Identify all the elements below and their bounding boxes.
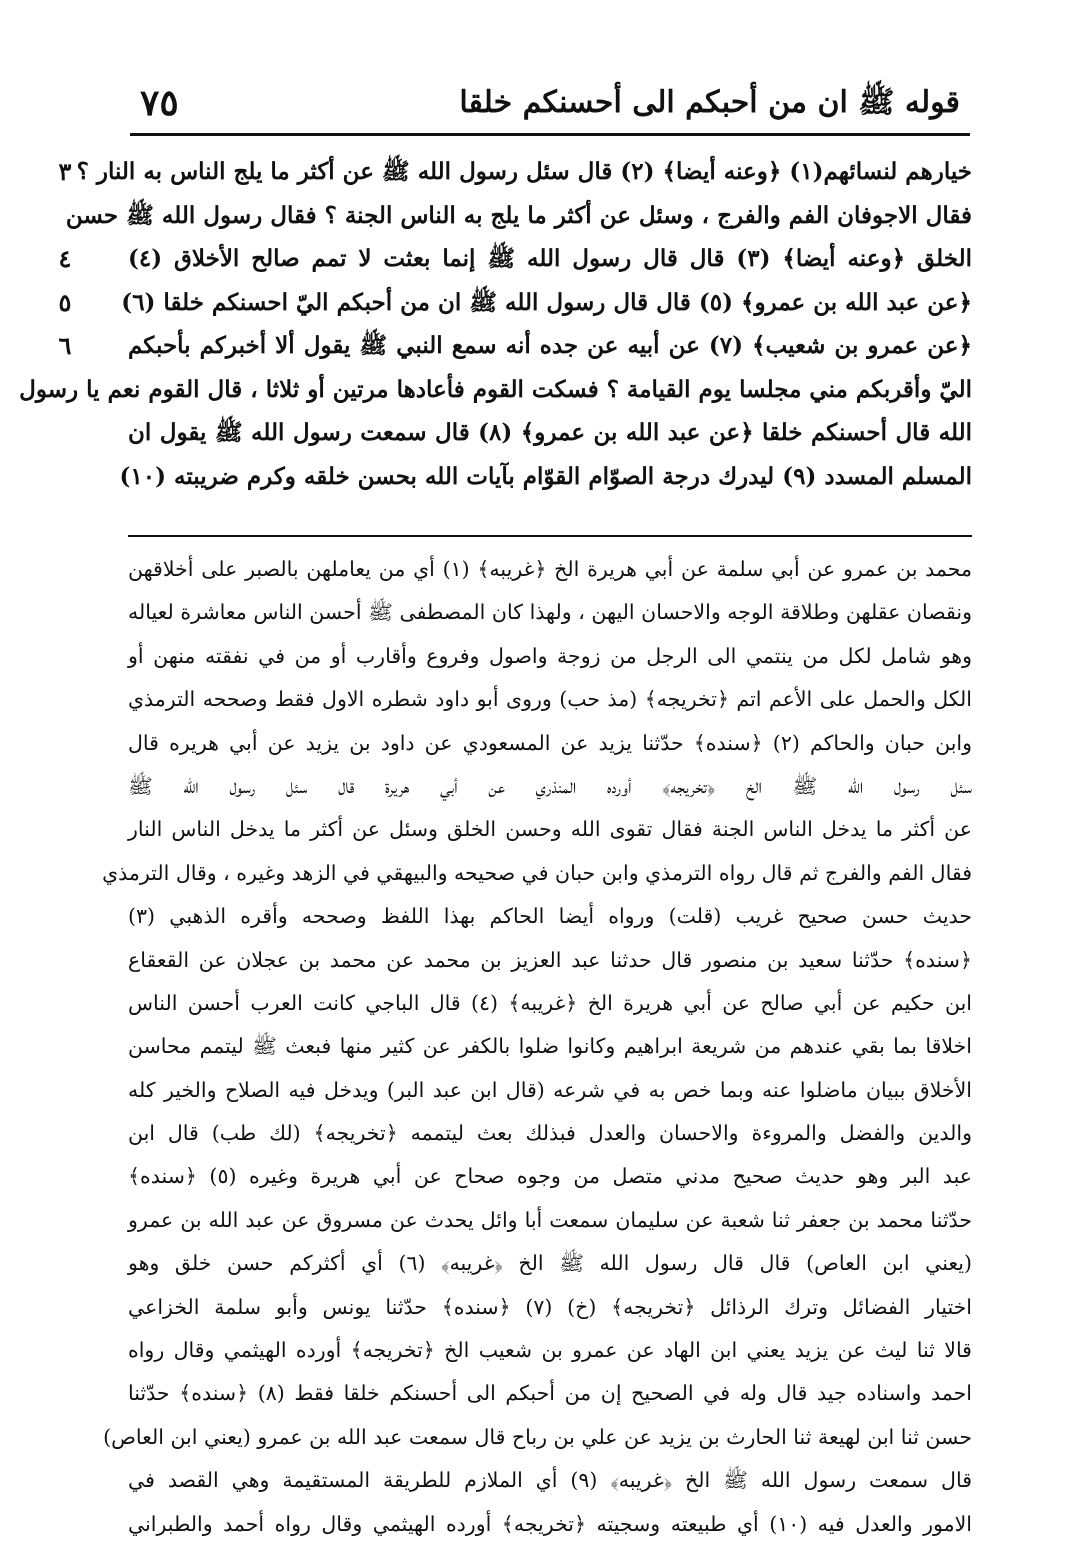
main-text-line: ﴿عن عبد الله بن عمرو﴾ (٥) قال قال رسول الله ﷺ ان من أحبكم اليّ احسنكم خلقا (٦) bbox=[121, 288, 972, 316]
hadith-number: ٦ bbox=[58, 331, 72, 360]
footnote-line: قال سمعت رسول الله ﷺ الخ ﴿غريبه﴾ (٩) أي الملازم للطريقة المستقيمة وهي القصد في bbox=[128, 1468, 972, 1493]
footnote-line: محمد بن عمرو عن أبي سلمة عن أبي هريرة الخ ﴿غريبه﴾ (١) أي من يعاملهن بالصبر على أخلاقهن bbox=[128, 557, 972, 581]
footnote-line: ابن حكيم عن أبي صالح عن أبي هريرة الخ ﴿غريبه﴾ (٤) قال الباجي كانت العرب أحسن الناس bbox=[128, 990, 972, 1015]
main-text-line: اليّ وأقربكم مني مجلسا يوم القيامة ؟ فسكت القوم فأعادها مرتين أو ثلاثا ، قال القوم نعم يا رسول bbox=[19, 375, 972, 403]
main-text-line: الخلق ﴿وعنه أيضا﴾ (٣) قال قال رسول الله ﷺ إنما بعثت لا تمم صالح الأخلاق (٤) bbox=[128, 245, 972, 272]
main-text-line: ﴿عن عمرو بن شعيب﴾ (٧) عن أبيه عن جده أنه سمع النبي ﷺ يقول ألا أخبركم بأحبكم bbox=[128, 332, 973, 359]
footnote-line: الكل والحمل على الأعم اتم ﴿تخريجه﴾ (مذ حب) وروى أبو داود شطره الاول فقط وصححه الترمذي bbox=[128, 687, 972, 712]
footnote-line: سئل رسول الله ﷺ الخ ﴿تخريجه﴾ أورده المنذري عن أبي هريرة قال سئل رسول الله ﷺ bbox=[128, 773, 972, 798]
main-text-line: فقال الاجوفان الفم والفرج ، وسئل عن أكثر ما يلج به الناس الجنة ؟ فقال رسول الله ﷺ حسن bbox=[65, 201, 972, 229]
footnote-line: الأخلاق ببيان ماضلوا عنه وبما خص به في شرعه (قال ابن عبد البر) ويدخل فيه الصلاح والخير كله bbox=[128, 1077, 972, 1102]
footnote-line: فقال الفم والفرج ثم قال رواه الترمذي وابن حبان في صحيحه والبيهقي في الزهد وغيره ، وقال الترمذي bbox=[102, 860, 972, 885]
footnote-line: حدّثنا محمد بن جعفر ثنا شعبة عن سليمان سمعت أبا وائل يحدث عن مسروق عن عبد الله بن عمرو bbox=[128, 1207, 972, 1232]
footnote-line: قالا ثنا ليث عن يزيد يعني ابن الهاد عن عمرو بن شعيب الخ ﴿تخريجه﴾ أورده الهيثمي وقال رواه bbox=[128, 1338, 972, 1363]
main-text-line: المسلم المسدد (٩) ليدرك درجة الصوّام القوّام بآيات الله بحسن خلقه وكرم ضريبته (١٠) bbox=[119, 462, 972, 490]
footnote-line: عبد البر وهو حديث صحيح مدني متصل من وجوه صحاح عن أبي هريرة وغيره (٥) ﴿سنده﴾ bbox=[128, 1164, 972, 1189]
hadith-number: ٥ bbox=[58, 287, 72, 317]
footnote-line: (يعني ابن العاص) قال قال رسول الله ﷺ الخ ﴿غريبه﴾ (٦) أي أكثركم حسن خلق وهو bbox=[128, 1251, 972, 1276]
footnote-line: عن أكثر ما يدخل الناس الجنة فقال تقوى الله وحسن الخلق وسئل عن أكثر ما يدخل الناس النار bbox=[128, 817, 972, 842]
page-number: ٧٥ bbox=[140, 82, 179, 124]
footnote-line: ونقصان عقلهن وطلاقة الوجه والاحسان اليهن ، ولهذا كان المصطفى ﷺ أحسن الناس معاشرة لعياله bbox=[128, 600, 972, 625]
footnote-line: ﴿سنده﴾ حدّثنا سعيد بن منصور قال حدثنا عبد العزيز بن محمد عن محمد بن عجلان عن القعقاع bbox=[128, 947, 972, 972]
main-text-line: الله قال أحسنكم خلقا ﴿عن عبد الله بن عمرو﴾ (٨) قال سمعت رسول الله ﷺ يقول ان bbox=[128, 419, 972, 446]
hadith-number: ٣ bbox=[58, 157, 72, 186]
footnote-line: والدين والفضل والمروءة والاحسان والعدل فبذلك بعث ليتممه ﴿تخريجه﴾ (لك طب) قال ابن bbox=[128, 1121, 972, 1146]
header-rule bbox=[130, 133, 970, 136]
footnote-line: احمد واسناده جيد قال وله في الصحيح إن من أحبكم الى أحسنكم خلقا فقط (٨) ﴿سنده﴾ حدّثنا bbox=[128, 1381, 972, 1406]
main-text-line: خيارهم لنسائهم(١) ﴿وعنه أيضا﴾ (٢) قال سئل رسول الله ﷺ عن أكثر ما يلج الناس به النار ؟ bbox=[76, 158, 972, 185]
footnote-line: الامور والعدل فيه (١٠) أي طبيعته وسجيته ﴿تخريجه﴾ أورده الهيثمي وقال رواه أحمد والطبراني bbox=[128, 1511, 972, 1536]
running-title: قوله ﷺ ان من أحبكم الى أحسنكم خلقا bbox=[459, 85, 960, 120]
footnote-line: حديث حسن صحيح غريب (قلت) ورواه أيضا الحاكم بهذا اللفظ وصححه وأقره الذهبي (٣) bbox=[128, 904, 972, 929]
main-text bbox=[19, 150, 973, 498]
hadith-number: ٤ bbox=[58, 244, 72, 273]
footnote-line: اخلاقا بما بقي عندهم من شريعة ابراهيم وكانوا ضلوا بالكفر عن كثير منها فبعث ﷺ ليتمم محاسن bbox=[128, 1034, 972, 1059]
footnote-line: وابن حبان والحاكم (٢) ﴿سنده﴾ حدّثنا يزيد عن المسعودي عن داود بن يزيد عن أبي هريره قال bbox=[128, 730, 972, 755]
page-header bbox=[130, 78, 970, 138]
footnote-divider bbox=[128, 535, 972, 537]
footnote-line: اختيار الفضائل وترك الرذائل ﴿تخريجه﴾ (خ) (٧) ﴿سنده﴾ حدّثنا يونس وأبو سلمة الخزاعي bbox=[128, 1294, 972, 1319]
footnotes bbox=[102, 548, 972, 1546]
footnote-line: حسن ثنا ابن لهيعة ثنا الحارث بن يزيد عن علي بن رباح قال سمعت عبد الله بن عمرو (يعني ابن العاص) bbox=[103, 1424, 972, 1449]
footnote-line: وهو شامل لكل من ينتمي الى الرجل من زوجة واصول وفروع وأقارب أو من في نفقته منهن أو bbox=[128, 643, 972, 668]
